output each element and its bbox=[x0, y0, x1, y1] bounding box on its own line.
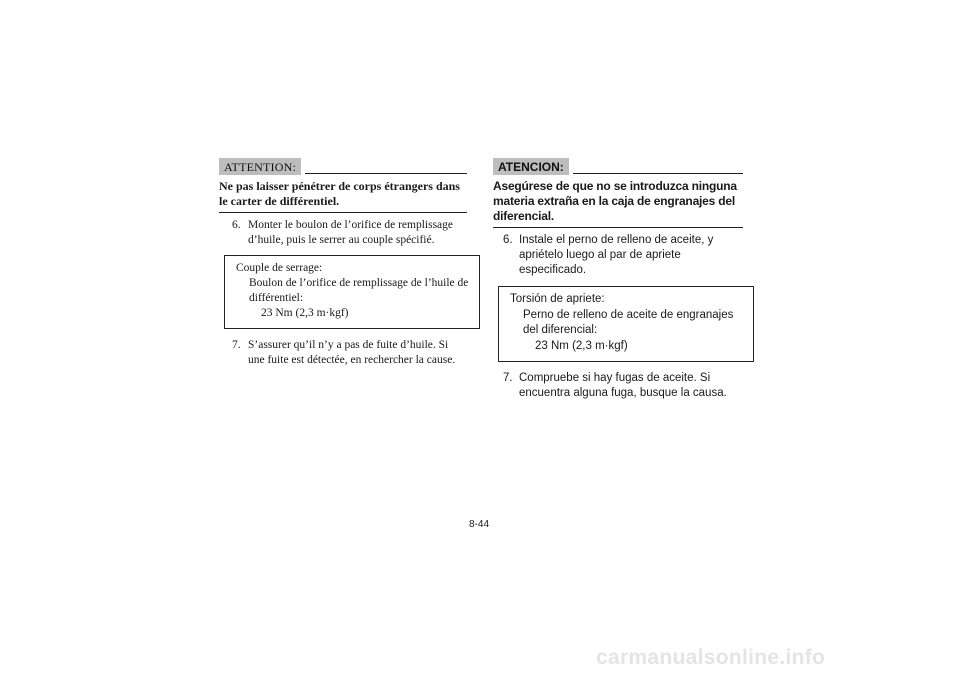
attention-label: ATTENTION: bbox=[219, 158, 301, 175]
step-6 bbox=[493, 233, 743, 278]
step-text: Instale el perno de relleno de aceite, y apriételo luego al par de apriete especificado. bbox=[519, 234, 714, 276]
step-number: 6. bbox=[503, 234, 513, 246]
french-column bbox=[219, 155, 467, 367]
spec-description: Perno de relleno de aceite de engranajes del diferencial: bbox=[523, 308, 734, 336]
step-6 bbox=[219, 218, 467, 247]
torque-spec-box bbox=[224, 255, 480, 329]
step-7 bbox=[493, 371, 743, 401]
spanish-column bbox=[493, 155, 743, 401]
attention-header bbox=[219, 155, 467, 175]
step-text: Compruebe si hay fugas de aceite. Si encuentra alguna fuga, busque la causa. bbox=[519, 372, 727, 399]
attention-rule bbox=[305, 173, 467, 174]
attention-label: ATENCION: bbox=[493, 158, 569, 175]
step-7 bbox=[219, 338, 467, 367]
spec-value: 23 Nm (2,3 m·kgf) bbox=[261, 307, 349, 319]
page-number: 8-44 bbox=[469, 519, 490, 530]
attention-rule bbox=[573, 173, 743, 174]
spec-value: 23 Nm (2,3 m·kgf) bbox=[535, 339, 628, 352]
watermark: carmanualsonline.info bbox=[596, 646, 826, 669]
attention-header bbox=[493, 155, 743, 175]
torque-spec-box bbox=[498, 286, 754, 362]
attention-bottom-rule bbox=[219, 212, 467, 213]
spec-title: Couple de serrage: bbox=[236, 262, 323, 274]
step-number: 6. bbox=[232, 219, 241, 231]
attention-text: Asegúrese de que no se introduzca ninguna materia extraña en la caja de engranajes del diferencial. bbox=[493, 179, 737, 223]
step-number: 7. bbox=[503, 372, 513, 384]
spec-description: Boulon de l’orifice de remplissage de l’huile de différentiel: bbox=[249, 277, 469, 304]
step-number: 7. bbox=[232, 339, 241, 351]
step-text: S’assurer qu’il n’y a pas de fuite d’huile. Si une fuite est détectée, en rechercher la cause. bbox=[248, 339, 456, 366]
step-text: Monter le boulon de l’orifice de remplissage d’huile, puis le serrer au couple spécifié. bbox=[248, 219, 454, 246]
attention-bottom-rule bbox=[493, 227, 743, 228]
spec-title: Torsión de apriete: bbox=[510, 293, 605, 305]
attention-text: Ne pas laisser pénétrer de corps étrangers dans le carter de différentiel. bbox=[219, 179, 460, 208]
